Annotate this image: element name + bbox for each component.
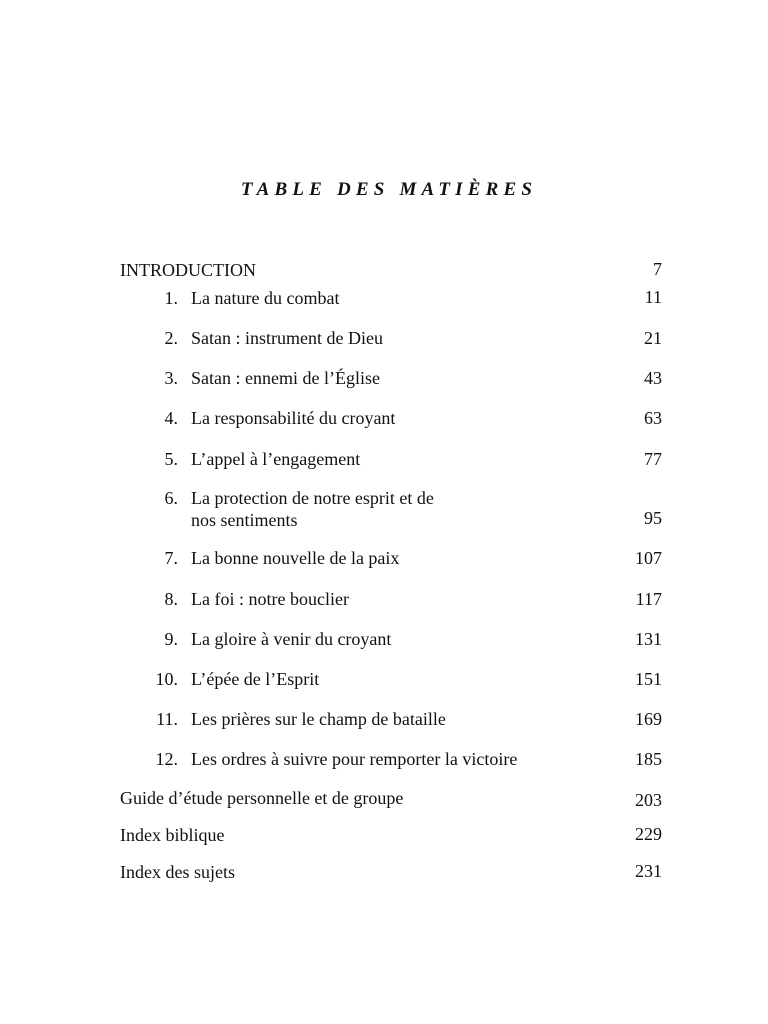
- chapter-title: Satan : ennemi de l’Église: [191, 368, 380, 388]
- chapter-title: La foi : notre bouclier: [191, 589, 349, 609]
- chapter-number: 2.: [164, 328, 178, 348]
- chapter-number: 12.: [155, 749, 178, 769]
- chapter-number: 9.: [164, 629, 178, 649]
- page-title: TABLE DES MATIÈRES: [240, 179, 538, 200]
- toc-page-number: 11: [644, 287, 662, 307]
- toc-page-number: 203: [635, 790, 662, 810]
- chapter-number: 10.: [155, 669, 178, 689]
- toc-page-number: 151: [635, 669, 662, 689]
- toc-page-number: 117: [635, 589, 662, 609]
- toc-entry-label: Guide d’étude personnelle et de groupe: [120, 788, 404, 808]
- chapter-title-line-1: La protection de notre esprit et de: [191, 488, 434, 508]
- chapter-title: La bonne nouvelle de la paix: [191, 548, 400, 568]
- toc-entry-label: INTRODUCTION: [120, 260, 256, 280]
- toc-entry-label: Index des sujets: [120, 862, 235, 882]
- toc-page-number: 231: [635, 861, 662, 881]
- toc-page-number: 43: [644, 368, 662, 388]
- toc-page-number: 7: [653, 259, 662, 279]
- chapter-title: Satan : instrument de Dieu: [191, 328, 383, 348]
- toc-page-number: 185: [635, 749, 662, 769]
- chapter-title: Les prières sur le champ de bataille: [191, 709, 446, 729]
- chapter-title: Les ordres à suivre pour remporter la victoire: [191, 749, 518, 769]
- chapter-number: 4.: [164, 408, 178, 428]
- chapter-title: La nature du combat: [191, 288, 340, 308]
- toc-page-number: 169: [635, 709, 662, 729]
- chapter-number: 1.: [164, 288, 178, 308]
- chapter-title: L’appel à l’engagement: [191, 449, 361, 469]
- chapter-title: [191, 487, 434, 531]
- toc-entry-label: Index biblique: [120, 825, 225, 845]
- chapter-title-line-2: nos sentiments: [191, 510, 298, 530]
- chapter-number: 6.: [164, 488, 178, 508]
- chapter-number: 8.: [164, 589, 178, 609]
- chapter-number: 11.: [156, 709, 178, 729]
- chapter-number: 3.: [164, 368, 178, 388]
- toc-page-number: 229: [635, 824, 662, 844]
- chapter-number: 5.: [164, 449, 178, 469]
- toc-page-number: 63: [644, 408, 662, 428]
- chapter-title: La responsabilité du croyant: [191, 408, 396, 428]
- toc-page-number: 131: [635, 629, 662, 649]
- chapter-title: La gloire à venir du croyant: [191, 629, 392, 649]
- chapter-number: 7.: [164, 548, 178, 568]
- toc-page-number: 95: [644, 508, 662, 528]
- toc-page-number: 21: [644, 328, 662, 348]
- toc-page-number: 107: [635, 548, 662, 568]
- chapter-title: L’épée de l’Esprit: [191, 669, 320, 689]
- toc-page-number: 77: [644, 449, 662, 469]
